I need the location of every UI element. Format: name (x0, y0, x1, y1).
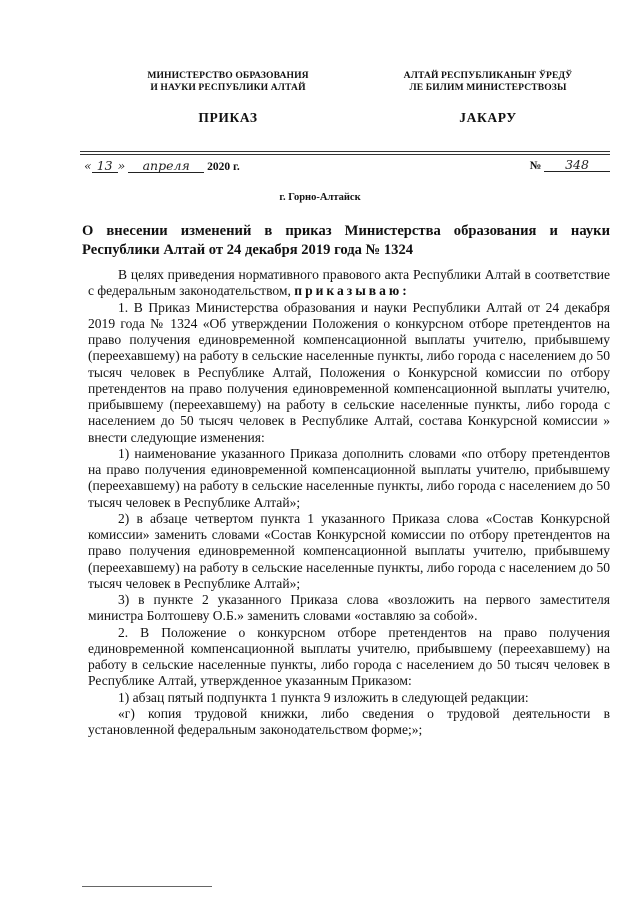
order-date (84, 158, 240, 173)
preamble-text: В целях приведения нормативного правового акта Республики Алтай в соответствие с федеральным законодательством, (88, 267, 610, 299)
ministry-name-altai-line-1: АЛТАЙ РЕСПУБЛИКАНЫҤ ЎРЕДЎ (403, 70, 573, 81)
number-value: 348 (544, 158, 610, 172)
date-day: 13 (92, 159, 118, 173)
order-number (530, 158, 610, 172)
order-title-altai: JАКАРУ (459, 110, 517, 125)
paragraph-preamble (88, 267, 610, 300)
date-close-quote: » (117, 158, 126, 173)
ministry-name-line-2: И НАУКИ РЕСПУБЛИКИ АЛТАЙ (150, 82, 306, 93)
date-open-quote: « (84, 158, 92, 173)
paragraph-item-2: 2. В Положение о конкурсном отборе претендентов на право получения единовременной компенсационной выплаты учителю, прибывшему (переехавшему) на работу в сельские населенные пункты, либо города с населением до 50 тысяч человек в Республике Алтай, утвержденное указанным Приказом: (88, 624, 610, 689)
paragraph-subitem-1-2: 2) в абзаце четвертом пункта 1 указанного Приказа слова «Состав Конкурсной комиссии» заменить словами «Состав Конкурсной комиссии по отбору претендентов на право получения единовременной компенсационной выплаты учителю, прибывшему (переехавшему) на работу в сельские населенные пункты, либо города с населением до 50 тысяч человек в Республике Алтай»; (88, 510, 610, 591)
paragraph-subitem-1-1: 1) наименование указанного Приказа дополнить словами «по отбору претендентов на право получения единовременной компенсационной выплаты учителю, прибывшему (переехавшему) на работу в сельские населенные пункты, либо города с населением до 50 тысяч человек в Республике Алтай»; (88, 445, 610, 510)
paragraph-subitem-2-1-text: «г) копия трудовой книжки, либо сведения о трудовой деятельности в установленной федеральным законодательством форме;»; (88, 705, 610, 737)
paragraph-subitem-2-1: 1) абзац пятый подпункта 1 пункта 9 изложить в следующей редакции: (118, 689, 529, 705)
order-title-russian: ПРИКАЗ (198, 110, 258, 125)
city-line: г. Горно-Алтайск (279, 192, 361, 203)
paragraph-subitem-1-3: 3) в пункте 2 указанного Приказа слова «возложить на первого заместителя министра Болтошеву О.Б.» заменить словами «оставляю за собой». (88, 592, 610, 624)
ministry-name-russian (108, 70, 348, 94)
order-keyword: приказываю: (294, 283, 410, 299)
paragraph-item-1: 1. В Приказ Министерства образования и науки Республики Алтай от 24 декабря 2019 года № 1324 «Об утверждении Положения о конкурсном отборе претендентов на право получения единовременной компенсационной выплаты учителю, прибывшему (переехавшему) на работу в сельские населенные пункты, либо города с населением до 50 тысяч человек в Республике Алтай, Положения о Конкурсной комиссии по отбору претендентов на право получения единовременной компенсационной выплаты учителю, прибывшему (переехавшему) на работу в сельские населенные пункты, либо города с населением до 50 тысяч человек в Республике Алтай, состава Конкурсной комиссии » внести следующие изменения: (88, 299, 610, 445)
footnote-separator (82, 886, 212, 887)
document-title: О внесении изменений в приказ Министерства образования и науки Республики Алтай от 24 декабря 2019 года № 1324 (82, 223, 610, 258)
date-year: 2020 г. (207, 161, 240, 173)
date-month: апреля (128, 159, 204, 173)
document-body (88, 267, 610, 738)
ministry-name-altai-line-2: ЛЕ БИЛИМ МИНИСТЕРСТВОЗЫ (409, 82, 567, 93)
number-label: № (529, 160, 542, 172)
date-and-number-line (84, 158, 610, 176)
ministry-name-altai (368, 70, 608, 94)
header-divider-top (80, 151, 610, 152)
header-divider-bottom (80, 154, 610, 155)
ministry-name-line-1: МИНИСТЕРСТВО ОБРАЗОВАНИЯ (147, 70, 309, 81)
